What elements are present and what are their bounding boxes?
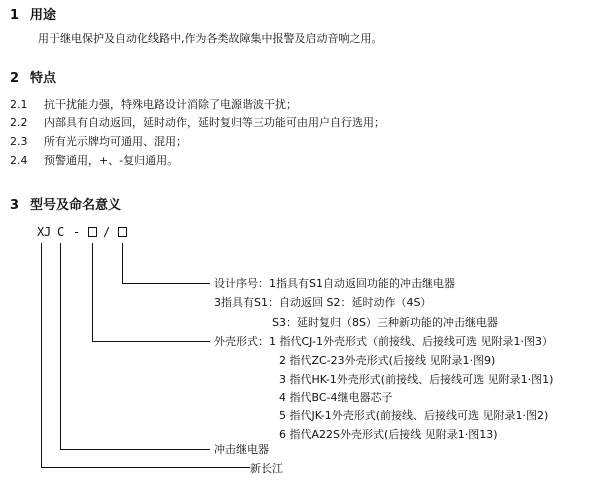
section-1-text: 用于继电保护及自动化线路中,作为各类故障集中报警及启动音响之用。 — [38, 32, 383, 45]
feature-2-2-number: 2.2 — [10, 116, 28, 129]
model-letter-x: X — [37, 225, 45, 239]
shell-type-6: 6 指代A22S外壳形式(后接线 见附录1·图13) — [279, 428, 498, 441]
feature-2-1-text: 抗干扰能力强，特殊电路设计消除了电源谐波干扰； — [44, 98, 297, 111]
model-slash: / — [103, 225, 111, 239]
model-letter-j: J — [44, 225, 52, 239]
section-2-number: 2 — [10, 71, 20, 86]
section-3-number: 3 — [10, 198, 20, 213]
model-letter-c: C — [57, 225, 65, 239]
feature-2-3-text: 所有光示牌均可通用、混用； — [44, 135, 187, 148]
manufacturer-label: 新长江 — [250, 462, 283, 475]
shell-type-2: 2 指代ZC-23外壳形式(后接线 见附录1·图9) — [279, 354, 496, 367]
design-serial-line-2: 3指具有S1：自动返回 S2：延时动作（4S） — [214, 296, 432, 309]
section-1-title: 用途 — [30, 8, 57, 23]
design-serial-line-1: 设计序号：1指具有S1自动返回功能的冲击继电器 — [214, 277, 455, 290]
feature-2-1-number: 2.1 — [10, 98, 28, 111]
shell-type-5: 5 指代JK-1外壳形式(前接线、后接线可选 见附录1·图2) — [279, 409, 549, 422]
shell-type-3: 3 指代HK-1外壳形式(前接线、后接线可选 见附录1·图1) — [279, 373, 554, 386]
feature-2-4-text: 预警通用，+、-复归通用。 — [44, 154, 179, 167]
impact-relay-label: 冲击继电器 — [214, 443, 269, 456]
feature-2-4-number: 2.4 — [10, 154, 28, 167]
feature-2-3-number: 2.3 — [10, 135, 28, 148]
shell-type-1: 外壳形式：1 指代CJ-1外壳形式（前接线、后接线可选 见附录1·图3） — [214, 335, 553, 348]
section-3-title: 型号及命名意义 — [30, 198, 122, 213]
feature-2-2-text: 内部具有自动返回，延时动作，延时复归等三功能可由用户自行选用； — [44, 116, 385, 129]
model-dash: - — [73, 225, 81, 239]
shell-type-4: 4 指代BC-4继电器芯子 — [279, 391, 393, 404]
section-1-number: 1 — [10, 8, 20, 23]
section-2-title: 特点 — [30, 71, 57, 86]
design-serial-line-3: S3：延时复归（8S）三种新功能的冲击继电器 — [272, 316, 498, 329]
